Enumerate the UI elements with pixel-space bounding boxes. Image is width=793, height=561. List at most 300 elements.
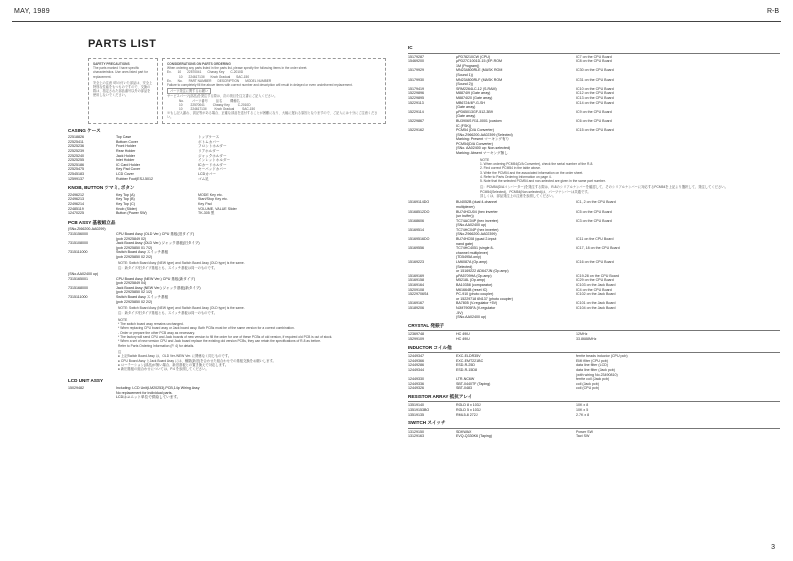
table-cell: 15169514 <box>408 227 424 232</box>
table-cell: ferrite coil (Jack pcb) <box>576 377 610 382</box>
table-cell: 15179930 <box>408 77 424 82</box>
table-cell: 13519140 <box>408 403 424 408</box>
right-column <box>408 42 780 439</box>
ordering-text: When ordering any parts listed in the parts list, please specify the following items in the order sheet. <box>167 66 308 71</box>
crystal-title: CRYSTAL 発振子 <box>408 322 445 328</box>
ic-note-label: NOTE <box>480 157 490 162</box>
ordering-jp-cell: Chassy Key <box>212 102 230 107</box>
table-cell: MODE Key etc. <box>198 192 223 197</box>
table-cell: LCD Cover <box>116 171 134 176</box>
pcb-group2: (SNo.AA02400 up) <box>68 272 99 277</box>
ic-table-1 <box>408 55 780 156</box>
table-cell: IC31 on the CPU Board <box>576 77 614 82</box>
table-cell: LTR-NC6W <box>456 377 475 382</box>
table-cell: リアホルダー <box>198 149 220 154</box>
table-cell: 7315111000 <box>68 250 88 255</box>
note-line: ● 上記Switch Board Assy は、OLD Ver./NEW Ver. に関係なく同じものです。 <box>118 354 232 359</box>
table-cell: MN234800RLF (MASK ROM <box>456 77 503 82</box>
table-cell: 12449330 <box>408 377 424 382</box>
table-cell: 13519135 <box>408 412 424 417</box>
casing-table <box>68 135 386 181</box>
header-date: MAY, 1989 <box>14 8 50 15</box>
table-cell: Jack Board Assy (OLD Ver.) ジャック基板(旧タイプ) <box>116 241 200 246</box>
note-line: - Order or prepare the other PCB assy as necessary. <box>118 330 195 335</box>
table-cell: 15179419 <box>408 86 424 91</box>
table-cell: RGLD 8 x 103J <box>456 403 481 408</box>
note-line: ● ローテーション(部品)が無い場合、新旧基板との置き換えで対応します。 <box>118 362 229 367</box>
table-cell: 15189206 <box>408 305 424 310</box>
table-cell: Marking: Present マーキング有り <box>456 137 510 142</box>
table-cell: IC3 on the CPU Board <box>576 218 612 223</box>
table-cell: 15168512DO <box>408 209 430 214</box>
ordering-jp-cell: 10 <box>179 107 183 112</box>
table-cell: PC-910 (photo coupler) <box>456 292 494 297</box>
ordering-jp-field: No. <box>179 98 184 103</box>
table-cell: IC5 on the CPU Board <box>576 209 612 214</box>
table-cell: channel multiplexer) <box>456 250 489 255</box>
ordering-field: PART NUMBER <box>188 78 212 83</box>
table-cell: キーパッドカバー <box>198 167 227 172</box>
table-cell: (Sound 1)) <box>456 72 473 77</box>
table-cell: IC102 on the Jack Board <box>576 292 616 297</box>
pcb-note-2: NOTE: Switch Board Assy (NEW type) and Switch Board Assy (OLD type) is the same. <box>118 306 245 311</box>
note-line: * The switch board assy remains unchanged. <box>118 322 184 327</box>
table-cell: multiplexer) <box>456 204 475 209</box>
table-cell: IC8 on the CPU Board <box>576 59 612 64</box>
resistor-title: RESISTOR ARRAY 抵抗アレイ <box>408 393 473 399</box>
table-cell: (TD5495A only) <box>456 255 481 260</box>
safety-box <box>88 58 158 124</box>
table-cell: (Selected) <box>456 264 473 269</box>
table-cell: 15229162 <box>408 128 424 133</box>
table-row <box>408 413 780 418</box>
table-cell: BA10358 (comparator) <box>456 283 493 288</box>
crystal-rule <box>408 330 780 331</box>
ordering-failure: Failure to completely fill the above items with correct number and description will result in delayed or even undelivered replacement. <box>167 83 353 88</box>
table-cell: IC101 on the Jack Board <box>576 301 616 306</box>
table-cell: μPD65013GF-512-3B9 <box>456 109 493 114</box>
inductor-table <box>408 354 780 391</box>
table-cell <box>68 300 116 305</box>
table-cell: μPD27C1001D-15 (EP-ROM <box>456 59 503 64</box>
table-cell: 15169158 <box>408 278 424 283</box>
pcb-note-1: NOTE: Switch Board Assy (NEW type) and Switch Board Assy (OLD type) is the same. <box>118 261 245 266</box>
table-cell: 15179287 <box>408 54 424 59</box>
table-cell: Including: LCD Unit(LM20253),PCB,14p Wiring Assy <box>116 385 200 390</box>
table-cell: TC74HC4051 (single 8- <box>456 246 494 251</box>
table-cell: Start/Stop Key etc. <box>198 197 228 202</box>
table-cell: トップケース <box>198 135 220 140</box>
table-cell: Rubber Foot(ESJ-5012 <box>116 176 153 181</box>
ordering-title: CONSIDERATIONS ON PARTS ORDERING <box>167 62 231 66</box>
ordering-ex-cell: 10 <box>179 74 183 79</box>
table-cell: 7315108000 <box>68 241 88 246</box>
table-cell: Knob (Slider) <box>116 206 137 211</box>
table-cell: SBT-0440TF (Taping) <box>456 381 491 386</box>
table-cell: IC (FSK)) <box>456 123 472 128</box>
table-cell: IC29 on the CPU Board <box>576 278 614 283</box>
table-cell: LM6087A (Op.amp) <box>456 260 488 265</box>
table-cell: ferrite beads inductor (CPU pcb) <box>576 354 628 359</box>
table-cell: (SNo.AA02400 up) <box>456 223 487 228</box>
table-cell: IC6 on the CPU Board <box>576 118 612 123</box>
note-line: 3. Write the PCM54 and the associated information on the order sheet. <box>480 170 584 175</box>
table-cell: Key Top (C) <box>116 201 135 206</box>
switch-title: SWITCH スイッチ <box>408 420 446 426</box>
table-cell: 12449286 <box>408 363 424 368</box>
ordering-field: DESCRIPTION <box>217 78 240 83</box>
table-cell: IC1, 2 on the CPU Board <box>576 200 616 205</box>
ordering-jp-cell: C-2010D <box>237 102 251 107</box>
table-cell: 12MHz <box>576 332 588 337</box>
table-cell: MB6724/4P-G-SH <box>456 100 485 105</box>
pcb-notes <box>68 322 386 348</box>
table-cell: EXC-ELDR35V <box>456 354 481 359</box>
table-cell: 12449336 <box>408 381 424 386</box>
table-cell: 15169164 <box>408 283 424 288</box>
lcd-table <box>68 386 386 400</box>
table-cell: CPU Board Assy (OLD Ver.) CPU 基板(旧タイプ) <box>116 231 195 236</box>
table-cell: M61664B (reset IC) <box>456 287 488 292</box>
table-cell: Power SW <box>576 429 593 434</box>
pcb-table-2 <box>68 277 386 305</box>
table-cell: SDKWAX <box>456 429 472 434</box>
table-cell: (Gate array) <box>456 105 476 110</box>
table-cell: BU4052B (dual 4-channel <box>456 200 498 205</box>
table-cell: TC74HC04P (hex inverter) <box>456 227 499 232</box>
table-row <box>408 315 780 320</box>
table-cell: ESD-R-25D <box>456 363 475 368</box>
crystal-table <box>408 332 780 341</box>
pcb-table-1 <box>68 232 386 260</box>
table-cell: 22525240 <box>68 153 84 158</box>
table-cell: 12449347 <box>408 354 424 359</box>
table-cell: (pcb 22925850 02 2/2) <box>116 254 153 259</box>
table-cell <box>408 151 456 156</box>
table-cell: (Gate array) <box>456 114 476 119</box>
table-cell: 15469200 <box>408 59 424 64</box>
table-cell: μPD78210CW (CPU) <box>456 54 491 59</box>
note-line: * When a set of new version CPU and Jack board replace the existing old version PCBs, they can retain the specifications of R-8 as before. <box>118 339 322 344</box>
ordering-ex-cell: SAC-150 <box>236 74 250 79</box>
notice-boxes <box>88 58 386 124</box>
ordering-ex-cell: C-2010D <box>230 70 244 75</box>
table-cell: ボトムカバー <box>198 139 220 144</box>
table-cell: ジャックホルダー <box>198 153 227 158</box>
ordering-jp-cell: SAC-150 <box>242 107 256 112</box>
table-cell: M8874I9 (Gate array) <box>456 91 491 96</box>
table-cell: SRM2264LC-12 (S-RAM) <box>456 86 497 91</box>
table-row <box>408 337 780 342</box>
ordering-field: Ex. <box>167 78 172 83</box>
table-cell: (pcb 22925850 01 7/2) <box>116 245 153 250</box>
table-cell: IC16 on the CPU Board <box>576 260 614 265</box>
table-cell: Key Pad Cover <box>116 167 141 172</box>
safety-text: The parts marked ! have specific characteristics. Use ones listed part for replacement. <box>93 66 148 79</box>
table-cell: -5V) <box>456 310 463 315</box>
table-cell: 1M (Program)) <box>456 63 480 68</box>
table-cell: IC14 on the CPU Board <box>576 100 614 105</box>
table-cell: 7315156000 <box>68 231 88 236</box>
table-cell: IC7 on the CPU Board <box>576 54 612 59</box>
table-cell: nand gate) <box>456 241 474 246</box>
ordering-jp-field: 機種名 <box>230 98 240 103</box>
table-cell: (un buffer)) <box>456 214 474 219</box>
table-cell: 15169167 <box>408 301 424 306</box>
inductor-title: INDUCTOR コイル他 <box>408 344 452 350</box>
table-cell: 22496214 <box>68 201 84 206</box>
note-line: Refer to Parts Ordering Information (P. 4) for details. <box>118 343 195 348</box>
ordering-jp-cell: 10 <box>179 102 183 107</box>
table-cell: coil (CPU pcb) <box>576 386 600 391</box>
page-number: 3 <box>771 544 775 551</box>
table-cell: 12449366 <box>408 358 424 363</box>
table-cell: coil (Jack pcb) <box>576 381 599 386</box>
table-cell: 13519153BO <box>408 408 430 413</box>
table-cell: 15169223 <box>408 260 424 265</box>
table-cell: M5218L (Op.amp) <box>456 278 486 283</box>
table-cell: IC13 on the CPU Board <box>576 95 614 100</box>
ordering-field: No. <box>177 78 183 83</box>
table-cell: Switch Board Assy スイッチ基板 <box>116 250 169 255</box>
table-cell: (pcb 22925849 02) <box>116 236 147 241</box>
note-line: * The factory will send CPU and Jack boards of new version to fill the order for one of these PCBs of old version, if required old PCB is out of stock. <box>118 335 333 340</box>
table-cell: インレットホルダー <box>198 158 231 163</box>
ic-table-2 <box>408 200 780 319</box>
table-cell: IC19-28 on the CPU Board <box>576 273 619 278</box>
table-cell: data line filter (LCD) <box>576 363 608 368</box>
table-cell: data line filter (Jack pcb) <box>576 367 615 372</box>
table-cell: 7315168000 <box>68 285 88 290</box>
table-cell: 22518826 <box>68 135 84 140</box>
table-cell: 33.8688MHz <box>576 336 597 341</box>
table-cell: 15229114 <box>408 109 424 114</box>
table-cell: 22525475 <box>68 167 84 172</box>
table-cell: PCM54 (D/A Converter) <box>456 128 494 133</box>
switch-rule <box>408 428 780 429</box>
note-line: 2. Find correct PCM54 in the table above. <box>480 166 541 171</box>
table-cell: IC10 on the CPU Board <box>576 86 614 91</box>
table-cell <box>68 395 116 400</box>
table-cell: 22525236 <box>68 144 84 149</box>
table-cell: Rear Holder <box>116 149 136 154</box>
note-line: ● CPU Board Assy とJack Board Assy には、種類(新旧)を合わせた組合わせでの基板交換をお願いします。 <box>118 358 276 363</box>
table-cell: CPU Board Assy (NEW Ver.) CPU 基板(新タイプ) <box>116 276 196 281</box>
table-cell: ESD-R-15D8 <box>456 367 477 372</box>
table-row <box>68 177 386 182</box>
table-cell: Switch Board Assy スイッチ基板 <box>116 295 169 300</box>
table-cell: IC9 on the CPU Board <box>576 109 612 114</box>
table-cell: NJM7905FA (V-regulator <box>456 305 496 310</box>
table-cell: Button (Power SW) <box>116 211 147 216</box>
table-cell: IC104 on the Jack Board <box>576 305 616 310</box>
table-cell: (with wiring No.23490810) <box>576 372 618 377</box>
ordering-jp-cell: 22570041 <box>190 102 205 107</box>
table-cell: 22496212 <box>68 192 84 197</box>
table-cell: 12599137 <box>68 176 84 181</box>
table-cell: 15029482 <box>68 385 84 390</box>
ordering-ex-cell: 22461713II <box>188 74 205 79</box>
table-cell: Bottom Cover <box>116 139 138 144</box>
table-cell: 7315165001 <box>68 276 88 281</box>
table-cell: IC17, 18 on the CPU Board <box>576 246 620 251</box>
pcb-notes-title: NOTE <box>118 317 128 322</box>
table-cell: IC12 on the CPU Board <box>576 91 614 96</box>
table-cell: PCM54(D/A Converter) <box>456 141 493 146</box>
table-cell: Jack Holder <box>116 153 135 158</box>
table-cell: EVQ-Q330K6 (Taping) <box>456 434 492 439</box>
table-cell: 13129150 <box>408 429 424 434</box>
table-cell <box>68 255 116 260</box>
table-cell: 22525239 <box>68 149 84 154</box>
inductor-rule <box>408 352 780 353</box>
note-line: ● 新旧基板の組合わせについては、P.4 を参照してください。 <box>118 367 209 372</box>
ordering-field: MODEL NUMBER <box>245 78 272 83</box>
table-cell: フロントホルダー <box>198 144 227 149</box>
table-cell: Top Case <box>116 135 132 140</box>
table-cell: (pcb 22925850 02 2/2) <box>116 299 153 304</box>
table-cell <box>576 151 780 156</box>
table-cell: or 15169222 AD647JN (Op.amp) <box>456 269 509 274</box>
note-line: 4. Refer to Parts Ordering Information on page 4. <box>480 174 552 179</box>
table-cell: 12449326 <box>408 386 424 391</box>
note-line: 注：PCM54(D/Aコンバーター)を発注する際は、R-8のシリアルナンバーを確認して、そのシリアルナンバーに対応するPCM54を上記より選択して、発注してください。 <box>480 185 728 190</box>
ordering-jp-title: パーツ発注に関するお願い <box>167 88 211 94</box>
table-cell: 15229706S4 <box>408 292 429 297</box>
switch-table <box>408 430 780 439</box>
table-cell: 10K x 5 <box>576 408 589 413</box>
table-cell: 15179929 <box>408 68 424 73</box>
pcb-note-1-jp: 注：新タイプ/旧タイプ基板とも、スイッチ基板は同一のものです。 <box>118 265 218 270</box>
table-cell: BU3906S R11-0001 (custom <box>456 118 502 123</box>
note-line: 5. Note that the selected PCM54 and non-selected are given in the same part number. <box>480 179 606 184</box>
table-cell: IC30 on the CPU Board <box>576 68 614 73</box>
table-row <box>68 211 386 216</box>
table-cell: 12369748 <box>408 332 424 337</box>
table-cell: MN234800RLE (MASK ROM <box>456 68 503 73</box>
table-cell: 15169556 <box>408 246 424 251</box>
table-cell: Key Top (B) <box>116 197 135 202</box>
table-cell: Inlet Holder <box>116 158 135 163</box>
ordering-jp-fail: ※もし記入漏れ、誤記等がある場合、正確な部品を送付することが困難になり、大幅に遅れる原因となりますので、ご記入には十分にご注意ください。 <box>167 111 378 120</box>
table-cell: 22525186 <box>68 162 84 167</box>
table-row <box>408 434 780 439</box>
table-cell: 13129163 <box>408 434 424 439</box>
ordering-jp-field: パーツ番号 <box>191 98 208 103</box>
table-cell: SBT-0483 <box>456 386 472 391</box>
table-cell: HC 49/U <box>456 332 470 337</box>
table-cell: RML5-8 272J <box>456 412 478 417</box>
table-cell: 12449344 <box>408 367 424 372</box>
table-cell: Tact SW <box>576 434 590 439</box>
table-cell: 15229896 <box>408 91 424 96</box>
knob-title: KNOB, BUTTON ツマミ, ボタン <box>68 185 135 191</box>
ordering-jp-cell: 22461713II <box>190 107 207 112</box>
table-cell: Marking: Absent マーキング無し <box>456 151 508 156</box>
pcb-note-2-jp: 注：新タイプ/旧タイプ基板とも、スイッチ基板は同一のものです。 <box>118 310 218 315</box>
table-cell: BU74HC08 (quad 2-input <box>456 237 497 242</box>
table-cell: 7315111000 <box>68 295 88 300</box>
table-cell: TK-305 黒 <box>198 211 215 216</box>
table-cell: 22496213 <box>68 197 84 202</box>
ic-note <box>408 162 780 183</box>
table-cell: Jack Board Assy (NEW Ver.) ジャック基板(新タイプ) <box>116 285 201 290</box>
table-cell: 15299109 <box>408 336 424 341</box>
table-cell: VOLUME, VALUE Slider <box>198 206 237 211</box>
resistor-table <box>408 403 780 417</box>
table-cell: RGLD 5 x 103J <box>456 408 481 413</box>
table-cell: No replacement for individual parts. <box>116 390 173 395</box>
table-cell: IC Card Holder <box>116 162 140 167</box>
table-cell: (pcb 22925849 04) <box>116 281 147 286</box>
note-line: 詳しくは、部品発注上の注意を参照してください。 <box>480 194 556 199</box>
casing-title: CASING ケース <box>68 127 101 133</box>
resistor-rule <box>408 401 780 402</box>
table-cell: EXC-EMT221BC <box>456 358 484 363</box>
table-cell: (SNo.Z966200-AA02399 (Selected) <box>456 132 513 137</box>
ordering-ex-cell: 22570041 <box>187 70 202 75</box>
table-cell: 22545183 <box>68 171 84 176</box>
table-cell: 15229895 <box>408 95 424 100</box>
safety-title: SAFETY PRECAUTIONS <box>93 62 130 66</box>
table-cell: (pcb 22925850 02 1/2) <box>116 290 153 295</box>
table-cell: IC103 on the Jack Board <box>576 283 616 288</box>
table-cell: (SNo.AA02400 up) <box>456 315 487 320</box>
ic-title: IC <box>408 45 413 50</box>
table-cell: 15229113 <box>408 100 424 105</box>
table-cell: (Sound 2)) <box>456 82 473 87</box>
lcd-title: LCD UNIT ASSY <box>68 378 104 384</box>
note-line: PCM54(Selected)、PCM54(Non-selected)は、パーツナンバーは共通です。 <box>480 189 591 194</box>
table-cell: BU74HCU04 (hex inverter <box>456 209 498 214</box>
table-cell: 22485119 <box>68 206 84 211</box>
table-cell: 2.7K x 8 <box>576 412 590 417</box>
table-cell <box>408 315 456 320</box>
table-cell: ICカードホルダー <box>198 162 227 167</box>
safety-jp: 安全上の注意 !印の付いた部品は、安全上特別な性能をもつものですので、交換の際は、指定された部品番号以外の部品を使用しないでください。 <box>93 80 153 98</box>
table-cell: Key Pad <box>198 201 212 206</box>
table-cell: BA7805 (V-regulator +5V) <box>456 301 498 306</box>
table-cell: IC4 on the CPU Board <box>576 287 612 292</box>
table-cell: 22525411 <box>68 139 84 144</box>
table-cell: μPA5709HA (Op.amp) <box>456 273 492 278</box>
pcb-notes-jp <box>68 350 386 371</box>
note-line: 1. When ordering PCM54(D/A Converter), check the serial number of the R-8. <box>480 161 594 166</box>
table-cell: 15168606 <box>408 218 424 223</box>
page-title: PARTS LIST <box>88 38 157 50</box>
note-line: * When replacing CPU board assy or Jack board assy. Both PCBs must be of the same version for a correct combination. <box>118 326 295 331</box>
table-cell: 12470225 <box>68 211 84 216</box>
table-cell <box>576 315 780 320</box>
ic-note-jp <box>408 185 780 198</box>
table-cell: (SNo. AA02400 up: Non-selected) <box>456 146 511 151</box>
ordering-jp-cell: Knob Gradual <box>214 107 235 112</box>
table-cell: TC74AC04P (hex inverter) <box>456 218 499 223</box>
ordering-ex-cell: Ex. <box>167 70 172 75</box>
table-cell: LCDはユニット単位で供給しています。 <box>116 395 181 400</box>
table-row <box>408 151 780 156</box>
table-row <box>408 386 780 391</box>
ordering-ex-cell: Knob Gradual <box>210 74 231 79</box>
ordering-ex-cell: 10 <box>177 70 182 75</box>
pcb-group1: (SNo.ZI66200-AA0299) <box>68 227 106 232</box>
left-column <box>68 58 386 400</box>
table-row <box>68 300 386 305</box>
table-cell: 22525255 <box>68 158 84 163</box>
note-line: 注 <box>118 349 122 354</box>
table-cell: Front Holder <box>116 144 136 149</box>
table-cell: 15169516DO <box>408 237 430 242</box>
